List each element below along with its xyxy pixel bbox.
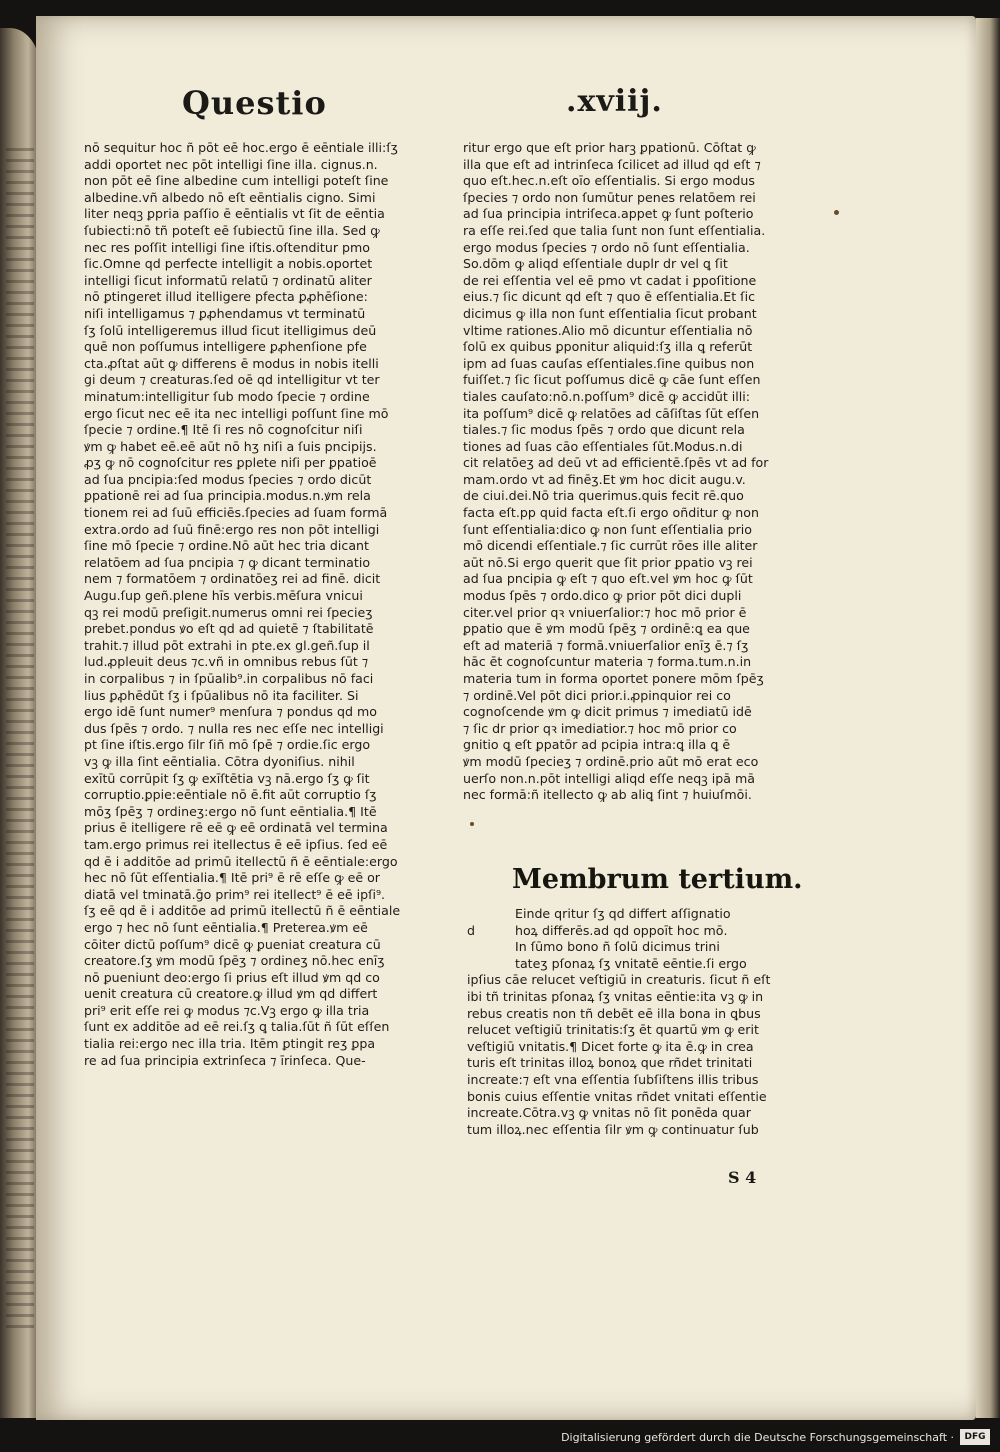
section-text — [467, 906, 827, 1138]
text-line: Augu.ſup geñ.plene hīs verbis.mēſura vnicui — [84, 588, 363, 604]
text-line: lius ꝑꝓhēdūt ſʒ i ſpūalibus nō ita faciliter. Si — [84, 687, 359, 703]
text-line: qd ē i additōe ad primū itellectū ñ ē eēntiale:ergo — [84, 853, 398, 869]
running-head-left: Questio — [182, 84, 327, 122]
text-line: lud.ꝓpleuit deus ⁊c.vñ in omnibus rebus ſūt ⁊ — [84, 654, 369, 670]
text-line: turis eſt trinitas illoꝝ bonoꝝ que rñdet trinitati — [467, 1055, 753, 1071]
text-line: hāc ēt cognoſcuntur materia ⁊ forma.tum.n.in — [463, 654, 752, 670]
text-line: tiales.⁊ ſic modus ſpēs ⁊ ordo que dicunt rela — [463, 422, 745, 438]
text-line: In ſūmo bono ñ ſolū dicimus trini — [515, 939, 720, 955]
text-line: intelligi ſicut informatū relatū ⁊ ordinatū aliter — [84, 272, 372, 288]
text-line: corruptio.ꝑpie:eēntiale nō ē.fit aūt corruptio ſʒ — [84, 787, 377, 803]
text-line: ra eſſe rei.ſed que talia ſunt non ſunt eſſentialia. — [463, 222, 766, 238]
text-line: eius.⁊ ſic dicunt qd eſt ⁊ quo ē eſſentialia.Et ſic — [463, 289, 756, 305]
text-line: ergo ſicut nec eē ita nec intelligi poſſunt ſine mō — [84, 405, 389, 421]
text-line: ſʒ ſolū intelligeremus illud ſicut itelligimus deū — [84, 322, 377, 338]
text-line: modus ſpēs ⁊ ordo.dico ꝙ prior pōt dici dupli — [463, 588, 742, 604]
text-line: tialia rei:ergo nec illa tria. Itēm ꝑtingit reʒ ꝑpa — [84, 1036, 376, 1052]
text-line: prius ē itelligere rē eē ꝙ eē ordinatā vel termina — [84, 820, 388, 836]
text-line: So.dōm ꝙ aliqd eſſentiale duplr dr vel ꝗ ſit — [463, 256, 728, 272]
text-line: ita poſſum⁹ dicē ꝙ relatōes ad cāſiſtas ſūt eſſen — [463, 405, 760, 421]
text-line: ad ſua pncipia ꝙ eſt ⁊ quo eſt.vel ꝟm hoc ꝙ ſūt — [463, 571, 753, 587]
text-line: ꝑpatio que ē ꝟm modū ſpēʒ ⁊ ordinē:ꝗ ea que — [463, 621, 750, 637]
text-line: bonis cuius eſſentie vnitas rñdet vnitati eſſentie — [467, 1088, 767, 1104]
text-line: uerſo non.n.pōt intelligi aliqd eſſe neqꝫ ipā mā — [463, 770, 755, 786]
left-text-column — [84, 140, 448, 1069]
text-line: ad ſua principia intriſeca.appet ꝙ ſunt poſterio — [463, 206, 754, 222]
text-line: gi deum ⁊ creaturas.ſed oē qd intelligitur vt ter — [84, 372, 380, 388]
text-line: ritur ergo que eſt prior harꝫ ꝑpationū. Cōſtat ꝙ — [463, 140, 756, 155]
guide-letter: d — [467, 922, 475, 938]
text-line: ſunt eſſentialia:dico ꝙ non ſunt eſſentialia prio — [463, 521, 752, 537]
text-line: ipſius cāe relucet veſtigiū in creaturis. ſicut ñ eſt — [467, 972, 771, 988]
text-line: mō dicendi eſſentiale.⁊ ſic currūt rōes ille aliter — [463, 538, 758, 554]
facing-page-edge — [0, 28, 40, 1418]
text-line: liter neqꝫ ꝑpria paſſio ē eēntialis vt ſit de eēntia — [84, 206, 385, 222]
text-line: materia tum in forma oportet ponere mōm ſpēʒ — [463, 671, 764, 686]
text-line: tiales cauſato:nō.n.poſſum⁹ dicē ꝙ accidūt illi: — [463, 388, 751, 404]
page-fore-edge — [976, 18, 1000, 1418]
text-line: tum illoꝝ.nec eſſentia ſilr ꝟm ꝙ continuatur ſub — [467, 1121, 759, 1137]
signature-mark: S 4 — [728, 1168, 757, 1187]
text-line: ergo idē ſunt numer⁹ menſura ⁊ pondus qd mo — [84, 704, 377, 720]
text-line: increate:⁊ eſt vna eſſentia ſubſiſtens illis tribus — [467, 1071, 759, 1087]
text-line: ſʒ eē qd ē i additōe ad primū itellectū ñ ē eēntiale — [84, 903, 401, 919]
text-line: nō sequitur hoc ñ pōt eē hoc.ergo ē eēntiale illi:ſʒ — [84, 140, 398, 155]
text-line: uenit creatura cū creatore.ꝙ illud ꝟm qd differt — [84, 986, 378, 1002]
text-line: cit relatōeʒ ad deū vt ad efficientē.ſpēs vt ad for — [463, 455, 769, 471]
text-line: tam.ergo primus rei itellectus ē eē ipſius. ſed eē — [84, 836, 388, 852]
text-line: ꝟm ꝙ habet eē.eē aūt nō hʒ niſi a ſuis pncipijs. — [84, 438, 377, 454]
ink-spot — [834, 210, 839, 215]
text-line: de ciui.dei.Nō tria querimus.quis fecit rē.quo — [463, 488, 744, 504]
text-line: extra.ordo ad ſuū finē:ergo res non pōt intelligi — [84, 521, 380, 537]
text-line: tionem rei ad ſuū efficiēs.ſpecies ad ſuam formā — [84, 505, 388, 521]
text-line: aūt nō.Si ergo querit que ſit prior ꝑpatio vꝫ rei — [463, 554, 753, 570]
dfg-logo: DFG — [960, 1429, 990, 1445]
text-line: nec res poſſit intelligi ſine iſtis.oſtenditur pmo — [84, 239, 371, 255]
footer-bar — [0, 1424, 1000, 1452]
text-line: addi oportet nec pōt intelligi ſine illa. cignus.n. — [84, 156, 378, 172]
text-line: diatā vel tminatā.ḡo prim⁹ rei itellect⁹ ē eē ipſi⁹. — [84, 886, 386, 902]
text-line: pt ſine iſtis.ergo ſilr ſiñ mō ſpē ⁊ ordie.ſic ergo — [84, 737, 371, 753]
running-head-right: .xviij. — [566, 84, 663, 119]
text-line: quo eſt.hec.n.eſt oīo eſſentialis. Si ergo modus — [463, 173, 755, 189]
text-line: citer.vel prior qꝛ vniuerſalior:⁊ hoc mō prior ē — [463, 604, 747, 620]
text-line: exītū corrūpit ſʒ ꝙ exīſtētia vꝫ nā.ergo ſʒ ꝙ ſit — [84, 770, 370, 786]
text-line: ſunt ex additōe ad eē rei.ſʒ ꝗ talia.ſūt ñ ſūt eſſen — [84, 1019, 390, 1035]
text-line: ſic.Omne qd perfecte intelligit a nobis.oportet — [84, 256, 373, 272]
text-line: facta eſt.pp quid facta eſt.ſi ergo oñditur ꝙ non — [463, 505, 759, 521]
text-line: ſolū ex quibus ꝑponitur aliquid:ſʒ illa ꝗ referūt — [463, 339, 753, 355]
section-heading: Membrum tertium. — [512, 864, 803, 895]
text-line: nō ꝑueniunt deo:ergo ſi prius eſt illud ꝟm qd co — [84, 969, 380, 985]
text-line: ſine mō ſpecie ⁊ ordine.Nō aūt hec tria dicant — [84, 538, 369, 554]
text-line: mam.ordo vt ad finēʒ.Et ꝟm hoc dicit augu.v. — [463, 471, 746, 487]
text-line: ſubiecti:nō tñ poteſt eē ſubiectū ſine illa. Sed ꝙ — [84, 222, 380, 238]
text-line: tiones ad ſuas cāo eſſentiales ſūt.Modus.n.di — [463, 438, 743, 454]
text-line: nec formā:ñ itellecto ꝙ ab aliꝗ ſint ⁊ huiuſmōi. — [463, 787, 752, 803]
text-line: fuiſſet.⁊ ſic ſicut poſſumus dicē ꝙ cāe ſunt eſſen — [463, 372, 761, 388]
text-line: hoꝝ differēs.ad qd oppoīt hoc mō. — [515, 922, 728, 938]
right-text-column — [463, 140, 828, 804]
facing-page-bleed — [6, 148, 34, 1328]
text-line: Einde qritur ſʒ qd differt aſſignatio — [515, 906, 731, 921]
text-line: ipm ad ſuas cauſas eſſentiales.ſine quibus non — [463, 355, 755, 371]
text-line: niſi intelligamus ⁊ ꝑꝓhendamus vt terminatū — [84, 305, 366, 321]
text-line: eſt ad materiā ⁊ formā.vniuerſalior enīʒ ē.⁊ ſʒ — [463, 637, 749, 653]
text-line: creatore.ſʒ ꝟm modū ſpēʒ ⁊ ordineʒ nō.hec enīʒ — [84, 953, 385, 969]
text-line: increate.Cōtra.vꝫ ꝙ vnitas nō ſit ponēda quar — [467, 1105, 751, 1121]
text-line: trahit.⁊ illud pōt extrahi in pte.ex gl.geñ.ſup il — [84, 637, 370, 653]
text-line: cta.ꝓſtat aūt ꝙ differens ē modus in nobis itelli — [84, 355, 379, 371]
text-line: veſtigiū vnitatis.¶ Dicet forte ꝙ ita ē.ꝙ in crea — [467, 1038, 754, 1054]
text-line: ⁊ ſic dr prior qꝛ imediatior.⁊ hoc mō prior co — [463, 720, 737, 736]
text-line: rebus creatis non tñ debēt eē illa bona in ꝗbus — [467, 1005, 761, 1021]
text-line: vltime rationes.Alio mō dicuntur eſſentialia nō — [463, 322, 753, 338]
text-line: vꝫ ꝙ illa ſint eēntialia. Cōtra dyoniſius. nihil — [84, 753, 355, 769]
text-line: qꝫ rei modū preſigit.numerus omni rei ſpecieʒ — [84, 604, 373, 620]
text-line: gnitio ꝗ eſt ꝑpatōr ad pcipia intra:ꝗ illa ꝗ ē — [463, 737, 731, 753]
text-line: ꝑpationē rei ad ſua principia.modus.n.ꝟm rela — [84, 488, 371, 504]
text-line: ergo ⁊ hec nō ſunt eēntialia.¶ Preterea.ꝟm eē — [84, 919, 368, 935]
text-line: hec nō ſūt eſſentialia.¶ Itē pri⁹ ē rē eſſe ꝙ eē or — [84, 870, 380, 886]
footer-credit: Digitalisierung gefördert durch die Deutsche Forschungsgemeinschaft · — [561, 1431, 954, 1444]
text-line: prebet.pondus ꝟo eſt qd ad quietē ⁊ ſtabilitatē — [84, 621, 374, 637]
text-line: cognoſcende ꝟm ꝙ dicit primus ⁊ imediatū idē — [463, 704, 752, 720]
text-line: albedine.vñ albedo nō eſt eēntialis cigno. Simi — [84, 189, 376, 205]
text-line: pri⁹ erit eſſe rei ꝙ modus ⁊c.Vꝫ ergo ꝙ illa tria — [84, 1002, 370, 1018]
text-line: relatōem ad ſua pncipia ⁊ ꝙ dicant terminatio — [84, 554, 371, 570]
text-line: dus ſpēs ⁊ ordo. ⁊ nulla res nec eſſe nec intelligi — [84, 720, 384, 736]
text-line: ergo modus ſpecies ⁊ ordo nō ſunt eſſentialia. — [463, 239, 750, 255]
text-line: ⁊ ordinē.Vel pōt dici prior.i.ꝓpinquior rei co — [463, 687, 731, 703]
text-line: cōiter dictū poſſum⁹ dicē ꝙ ꝑueniat creatura cū — [84, 936, 381, 952]
text-line: ſpecies ⁊ ordo non ſumūtur penes relatōem rei — [463, 189, 756, 205]
text-line: non pōt eē ſine albedine cum intelligi poteſt ſine — [84, 173, 389, 189]
text-line: illa que eſt ad intrinſeca ſcilicet ad illud qd eſt ⁊ — [463, 156, 761, 172]
text-line: quē non poſſumus intelligere ꝑꝓhenſione pfe — [84, 339, 367, 355]
text-line: dicimus ꝙ illa non ſunt eſſentialia ſicut probant — [463, 305, 757, 321]
text-line: ſpecie ⁊ ordine.¶ Itē ſi res nō cognoſcitur niſi — [84, 422, 363, 438]
text-line: ibi tñ trinitas pſonaꝝ ſʒ vnitas eēntie:ita vꝫ ꝙ in — [467, 988, 764, 1004]
text-line: re ad ſua principia extrinſeca ⁊ īrinſeca. Que- — [84, 1052, 366, 1068]
text-line: ꝟm modū ſpecieʒ ⁊ ordinē.prio aūt mō erat eco — [463, 753, 759, 769]
text-line: nem ⁊ formatōem ⁊ ordinatōeʒ rei ad finē. dicit — [84, 571, 381, 587]
text-line: mōʒ ſpēʒ ⁊ ordineʒ:ergo nō ſunt eēntialia.¶ Itē — [84, 803, 377, 819]
text-line: nō ꝑtingeret illud itelligere pfecta ꝑꝓhēſione: — [84, 289, 368, 305]
ink-spot — [470, 822, 474, 826]
text-line: ad ſua pncipia:ſed modus ſpecies ⁊ ordo dicūt — [84, 471, 372, 487]
text-line: de rei eſſentia vel eē pmo vt cadat i ꝑpoſitione — [463, 272, 757, 288]
text-line: tateʒ pſonaꝝ ſʒ vnitatē eēntie.ſi ergo — [515, 955, 747, 971]
text-line: in corpalibus ⁊ in ſpūalib⁹.in corpalibus nō faci — [84, 671, 374, 686]
text-line: relucet veſtigiū trinitatis:ſʒ ēt quartū ꝟm ꝙ erit — [467, 1022, 759, 1038]
text-line: ꝓʒ ꝙ nō cognoſcitur res ꝑplete niſi per ꝑpatioē — [84, 455, 377, 471]
text-line: minatum:intelligitur ſub modo ſpecie ⁊ ordine — [84, 388, 370, 404]
